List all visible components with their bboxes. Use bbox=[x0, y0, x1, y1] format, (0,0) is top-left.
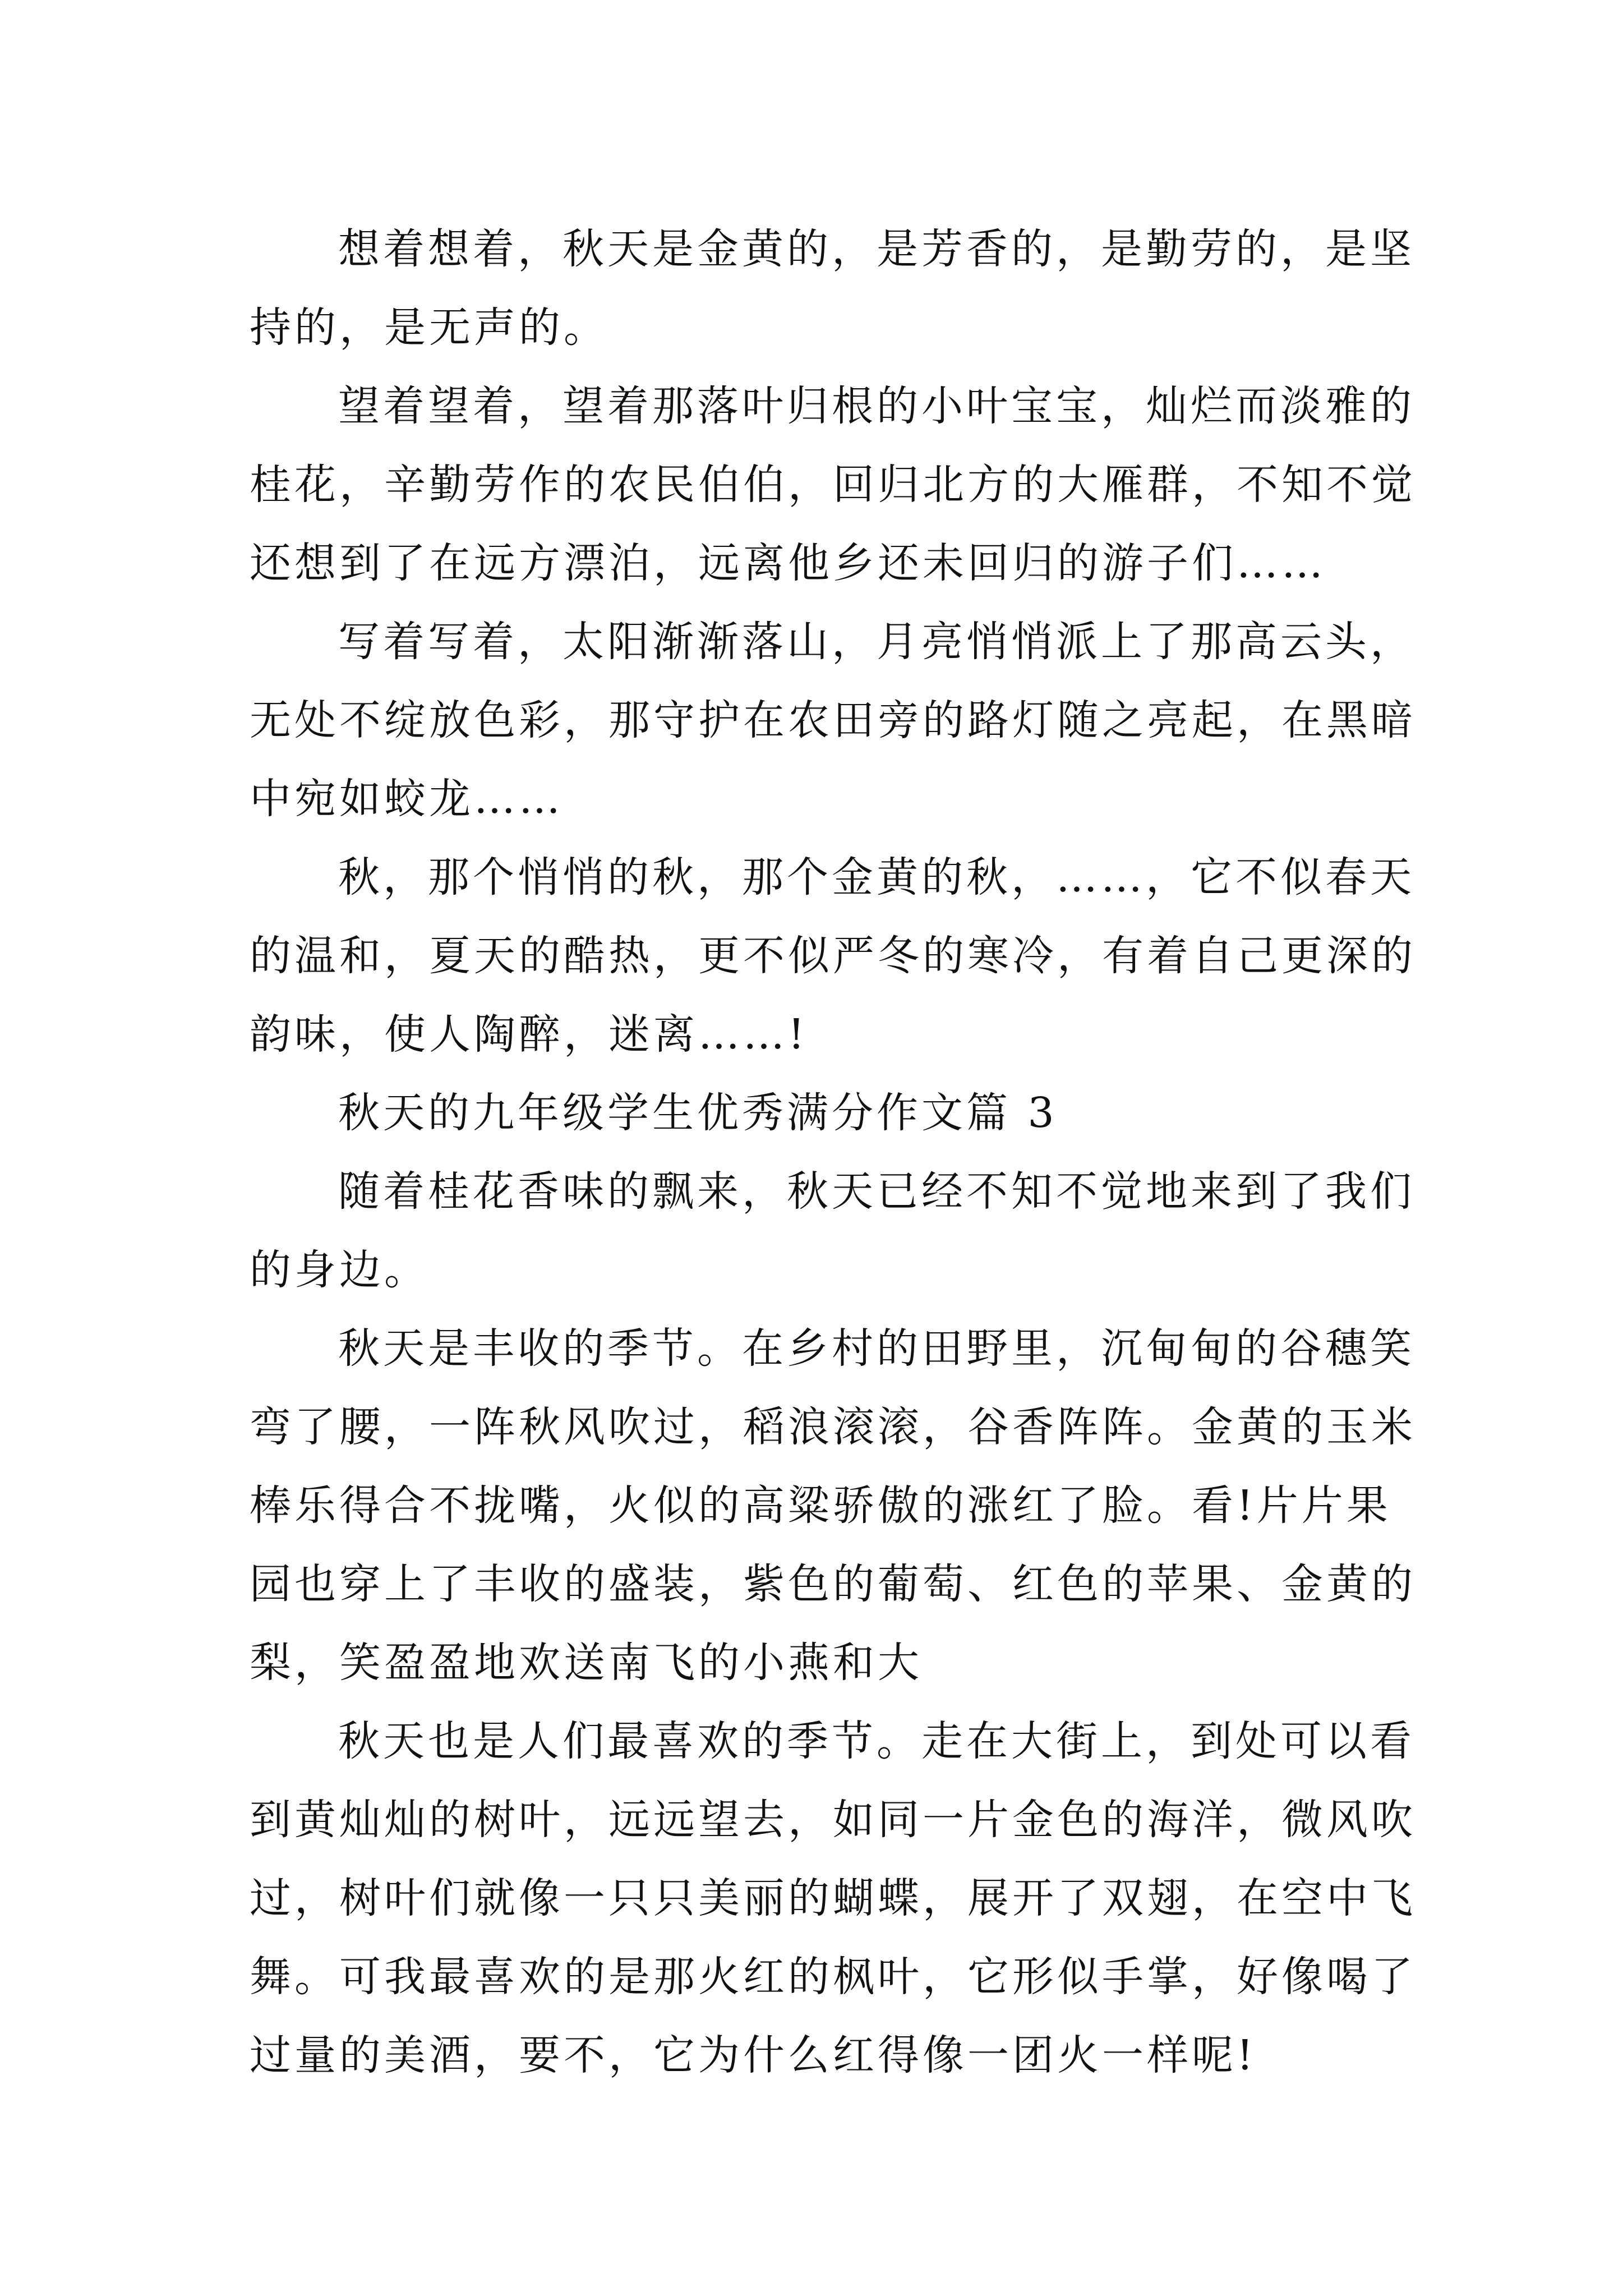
text-line: 的温和，夏天的酷热，更不似严冬的寒冷，有着自己更深的 bbox=[250, 932, 1416, 980]
text-line: 桂花，辛勤劳作的农民伯伯，回归北方的大雁群，不知不觉 bbox=[250, 461, 1416, 509]
text-line: 中宛如蛟龙…… bbox=[250, 775, 564, 823]
text-line: 持的，是无声的。 bbox=[250, 303, 608, 352]
text-line: 秋天是丰收的季节。在乡村的田野里，沉甸甸的谷穗笑 bbox=[338, 1324, 1415, 1373]
text-line: 棒乐得合不拢嘴，火似的高粱骄傲的涨红了脸。看!片片果 bbox=[250, 1481, 1391, 1530]
text-line: 过量的美酒，要不，它为什么红得像一团火一样呢! bbox=[250, 2031, 1257, 2079]
text-line: 随着桂花香味的飘来，秋天已经不知不觉地来到了我们 bbox=[338, 1167, 1415, 1216]
text-line: 的身边。 bbox=[250, 1246, 429, 1294]
text-line: 园也穿上了丰收的盛装，紫色的葡萄、红色的苹果、金黄的 bbox=[250, 1560, 1416, 1608]
text-line: 梨，笑盈盈地欢送南飞的小燕和大 bbox=[250, 1639, 923, 1687]
text-line: 秋，那个悄悄的秋，那个金黄的秋，……，它不似春天 bbox=[338, 853, 1415, 901]
text-line: 弯了腰，一阵秋风吹过，稻浪滚滚，谷香阵阵。金黄的玉米 bbox=[250, 1403, 1416, 1451]
text-line: 无处不绽放色彩，那守护在农田旁的路灯随之亮起，在黑暗 bbox=[250, 696, 1416, 744]
text-line: 舞。可我最喜欢的是那火红的枫叶，它形似手掌，好像喝了 bbox=[250, 1953, 1416, 2001]
text-line: 秋天也是人们最喜欢的季节。走在大街上，到处可以看 bbox=[338, 1717, 1415, 1765]
text-line: 韵味，使人陶醉，迷离……! bbox=[250, 1010, 808, 1059]
text-line: 望着望着，望着那落叶归根的小叶宝宝，灿烂而淡雅的 bbox=[338, 382, 1415, 430]
document-body bbox=[250, 210, 1416, 2095]
text-line: 想着想着，秋天是金黄的，是芳香的，是勤劳的，是坚 bbox=[338, 225, 1415, 273]
section-heading: 秋天的九年级学生优秀满分作文篇 3 bbox=[338, 1089, 1058, 1137]
text-line: 到黄灿灿的树叶，远远望去，如同一片金色的海洋，微风吹 bbox=[250, 1796, 1416, 1844]
text-line: 写着写着，太阳渐渐落山，月亮悄悄派上了那高云头， bbox=[338, 618, 1415, 666]
text-line: 还想到了在远方漂泊，远离他乡还未回归的游子们…… bbox=[250, 539, 1326, 587]
text-line: 过，树叶们就像一只只美丽的蝴蝶，展开了双翅，在空中飞 bbox=[250, 1874, 1416, 1922]
